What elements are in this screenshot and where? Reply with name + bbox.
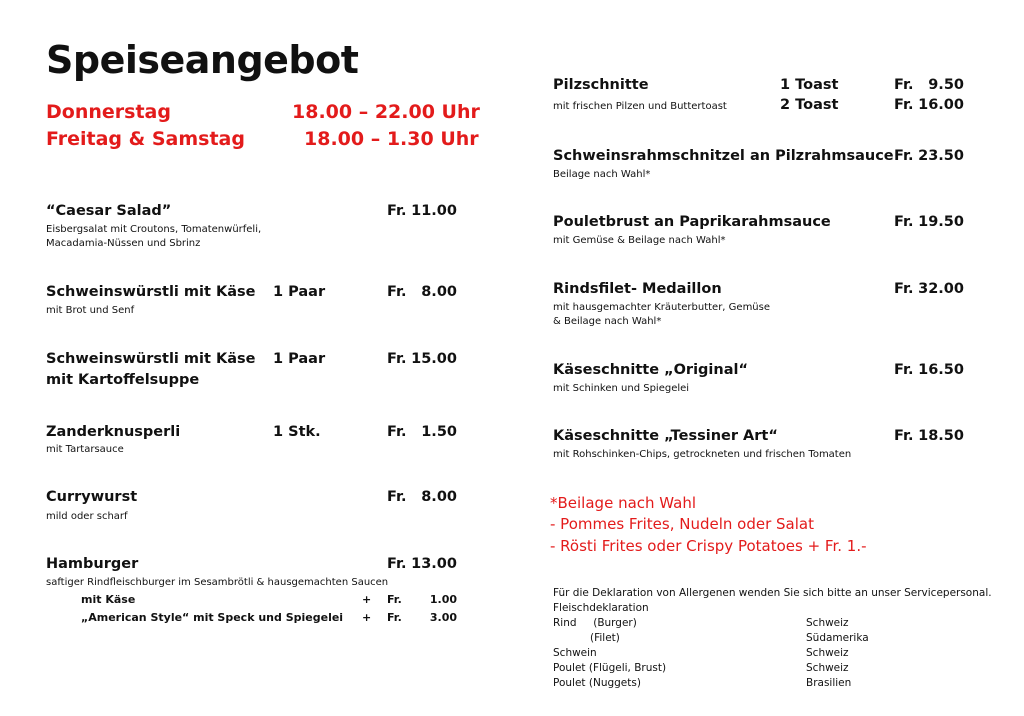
meat-origin: Schweiz (806, 662, 849, 674)
meat-origin: Schweiz (806, 617, 849, 629)
meat-type: Rind (Burger) (553, 617, 637, 629)
menu-item-desc: Beilage nach Wahl* (553, 169, 651, 180)
menu-item-name: Schweinswürstli mit Käse (46, 351, 256, 367)
menu-item-name: Pouletbrust an Paprikarahmsauce (553, 214, 831, 230)
extra-currency: Fr. (387, 593, 402, 606)
meat-type: Schwein (553, 647, 597, 659)
extra-label: „American Style“ mit Speck und Spiegelei (81, 611, 344, 624)
meat-origin: Schweiz (806, 647, 849, 659)
extra-plus: + (362, 611, 372, 624)
sides-option: - Rösti Frites oder Crispy Potatoes + Fr. 1.- (550, 537, 867, 555)
menu-item-price: 32.00 (918, 281, 964, 297)
extra-plus: + (362, 593, 372, 606)
menu-item-price: 15.00 (411, 351, 457, 367)
meat-origin: Südamerika (806, 632, 869, 644)
meat-type: Poulet (Nuggets) (553, 677, 641, 689)
meat-type: Poulet (Flügeli, Brust) (553, 662, 667, 674)
menu-item-desc: mit hausgemachter Kräuterbutter, Gemüse (553, 302, 771, 313)
menu-item-name: Currywurst (46, 489, 138, 505)
menu-item-desc: mit Brot und Senf (46, 305, 135, 316)
extra-price: 1.00 (429, 593, 457, 606)
menu-item-name-line2: mit Kartoffelsuppe (46, 372, 200, 388)
allergen-note: Für die Deklaration von Allergenen wenden Sie sich bitte an unser Servicepersonal. (553, 587, 992, 599)
menu-item-price: 16.00 (918, 97, 964, 113)
meat-type: (Filet) (590, 632, 620, 644)
menu-item-price: 23.50 (918, 148, 964, 164)
menu-item-currency: Fr. (387, 424, 407, 440)
menu-item-currency: Fr. (894, 281, 914, 297)
menu-item-name: Käseschnitte „Tessiner Art“ (553, 428, 778, 444)
menu-item-desc: mild oder scharf (46, 511, 128, 522)
menu-item-currency: Fr. (894, 77, 914, 93)
menu-item-price: 16.50 (918, 362, 964, 378)
sides-heading: *Beilage nach Wahl (550, 494, 697, 512)
menu-item-name: Hamburger (46, 556, 139, 572)
menu-item-currency: Fr. (894, 97, 914, 113)
extra-currency: Fr. (387, 611, 402, 624)
meat-origin: Brasilien (806, 677, 852, 689)
extra-label: mit Käse (81, 593, 136, 606)
sides-option: - Pommes Frites, Nudeln oder Salat (550, 515, 814, 533)
menu-item-price: 19.50 (918, 214, 964, 230)
hours-time-thursday: 18.00 – 22.00 Uhr (292, 101, 480, 123)
menu-item-price: 13.00 (411, 556, 457, 572)
menu-item-qty: 1 Paar (273, 351, 326, 367)
menu-item-desc: mit Schinken und Spiegelei (553, 383, 690, 394)
menu-item-currency: Fr. (894, 362, 914, 378)
menu-item-desc: saftiger Rindfleischburger im Sesambrötli & hausgemachten Saucen (46, 577, 389, 588)
menu-item-desc: mit Rohschinken-Chips, getrockneten und frischen Tomaten (553, 449, 852, 460)
page-title: Speiseangebot (46, 38, 359, 82)
menu-item-name: Schweinswürstli mit Käse (46, 284, 256, 300)
menu-item-desc: Macadamia-Nüssen und Sbrinz (46, 238, 201, 249)
menu-item-qty: 1 Stk. (273, 424, 321, 440)
hours-day-fri-sat: Freitag & Samstag (46, 128, 245, 150)
meat-declaration-heading: Fleischdeklaration (553, 602, 649, 614)
menu-item-name: Zanderknusperli (46, 424, 181, 440)
menu-item-price: 18.50 (918, 428, 964, 444)
menu-item-currency: Fr. (387, 351, 407, 367)
hours-time-fri-sat: 18.00 – 1.30 Uhr (304, 128, 479, 150)
menu-item-name: Rindsfilet- Medaillon (553, 281, 722, 297)
menu-item-price: 11.00 (411, 203, 457, 219)
menu-item-currency: Fr. (387, 284, 407, 300)
menu-item-desc: mit Gemüse & Beilage nach Wahl* (553, 235, 726, 246)
menu-item-currency: Fr. (387, 203, 407, 219)
menu-item-desc: & Beilage nach Wahl* (553, 316, 662, 327)
menu-item-name: “Caesar Salad” (46, 203, 172, 219)
menu-item-currency: Fr. (894, 428, 914, 444)
menu-item-price: 8.00 (421, 489, 457, 505)
menu-item-qty: 1 Paar (273, 284, 326, 300)
menu-item-desc: mit frischen Pilzen und Buttertoast (553, 101, 727, 112)
menu-item-price: 9.50 (928, 77, 964, 93)
menu-item-currency: Fr. (894, 148, 914, 164)
menu-item-qty: 1 Toast (780, 77, 839, 93)
menu-item-price: 8.00 (421, 284, 457, 300)
extra-price: 3.00 (429, 611, 457, 624)
hours-day-thursday: Donnerstag (46, 101, 171, 123)
menu-item-name: Käseschnitte „Original“ (553, 362, 749, 378)
menu-item-qty: 2 Toast (780, 97, 839, 113)
menu-item-desc: mit Tartarsauce (46, 444, 124, 455)
menu-item-currency: Fr. (387, 556, 407, 572)
menu-item-currency: Fr. (387, 489, 407, 505)
menu-item-currency: Fr. (894, 214, 914, 230)
menu-item-desc: Eisbergsalat mit Croutons, Tomatenwürfeli, (46, 224, 262, 235)
menu-item-price: 1.50 (421, 424, 457, 440)
menu-item-name: Pilzschnitte (553, 77, 649, 93)
menu-item-name: Schweinsrahmschnitzel an Pilzrahmsauce (553, 148, 894, 164)
